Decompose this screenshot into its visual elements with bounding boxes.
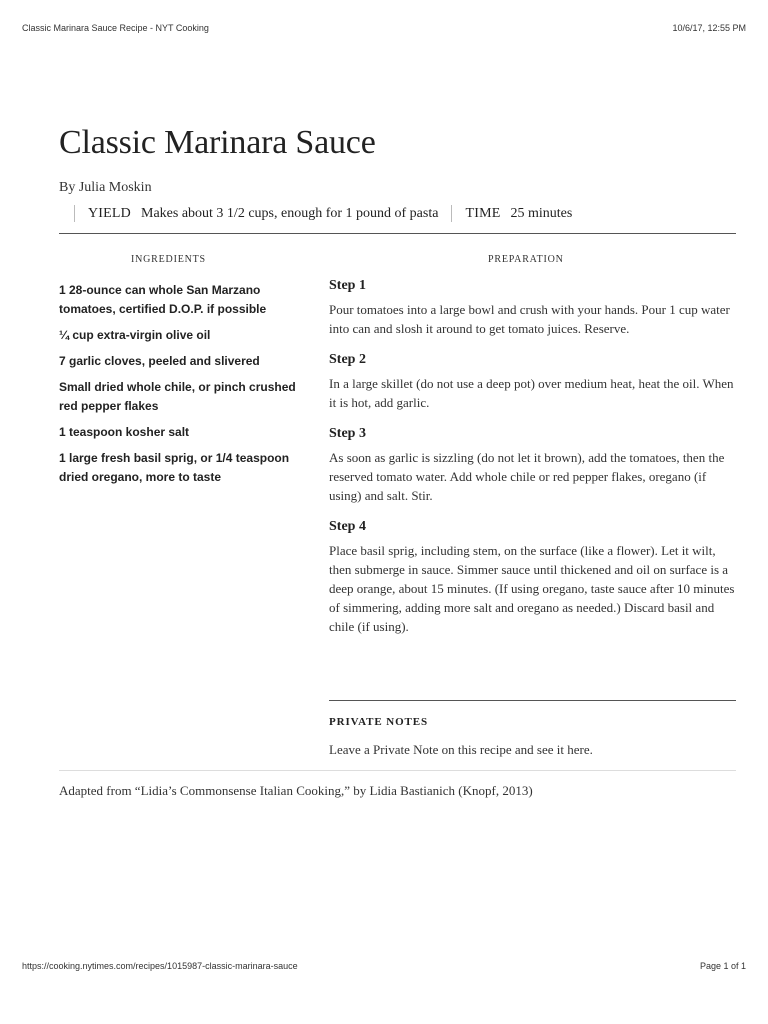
ingredient-item: 1 large fresh basil sprig, or 1/4 teaspoon dried oregano, more to taste: [59, 451, 290, 484]
recipe-byline: By Julia Moskin: [59, 180, 152, 195]
footer-divider: [59, 770, 736, 771]
adapted-source: Adapted from “Lidia’s Commonsense Italian Cooking,” by Lidia Bastianich (Knopf, 2013): [59, 783, 533, 798]
ingredient-item: 7 garlic cloves, peeled and slivered: [59, 354, 260, 368]
yield-value: Makes about 3 1/2 cups, enough for 1 pound of pasta: [141, 205, 439, 221]
step-text: Pour tomatoes into a large bowl and crush with your hands. Pour 1 cup water into can and slosh it around to get tomato juices. Reserve.: [329, 302, 730, 336]
stats-divider: [74, 205, 75, 222]
ingredient-item: Small dried whole chile, or pinch crushed red pepper flakes: [59, 380, 296, 413]
step-label: Step 2: [329, 352, 366, 367]
ingredients-heading: INGREDIENTS: [131, 254, 206, 265]
preparation-heading: PREPARATION: [488, 254, 564, 265]
print-url: https://cooking.nytimes.com/recipes/1015987-classic-marinara-sauce: [22, 961, 298, 971]
ingredients-list: [59, 281, 299, 494]
step-text: In a large skillet (do not use a deep pot) over medium heat, heat the oil. When it is hot, add garlic.: [329, 376, 734, 410]
step-text: Place basil sprig, including stem, on the surface (like a flower). Let it wilt, then submerge in sauce. Simmer sauce until thickened and oil on surface is a deep orange, about 15 minutes. (If using oregano, taste sauce after 10 minutes of simmering, adding more salt and oregano as needed.) Discard basil and chile (if using).: [329, 543, 735, 634]
step: [329, 352, 739, 412]
notes-divider: [329, 700, 736, 701]
print-page-number: Page 1 of 1: [699, 961, 746, 971]
print-footer: [22, 961, 746, 971]
step: [329, 426, 739, 505]
stats-divider: [451, 205, 452, 222]
step-label: Step 1: [329, 278, 366, 293]
recipe-title: Classic Marinara Sauce: [59, 124, 376, 161]
ingredient-item: 1 teaspoon kosher salt: [59, 425, 190, 439]
time-value: 25 minutes: [510, 205, 573, 221]
step-text: As soon as garlic is sizzling (do not let it brown), add the tomatoes, then the reserved tomato water. Add whole chile or red pepper flakes, oregano (if using) and salt. Stir.: [329, 450, 725, 503]
private-notes-text[interactable]: Leave a Private Note on this recipe and see it here.: [329, 742, 593, 757]
ingredient-item: ¼ cup extra-virgin olive oil: [59, 328, 211, 342]
time-label: TIME: [465, 205, 501, 221]
step-label: Step 3: [329, 426, 366, 441]
yield-label: YIELD: [88, 205, 131, 221]
recipe-stats: [74, 205, 572, 222]
print-page-title: Classic Marinara Sauce Recipe - NYT Cooking: [22, 23, 209, 33]
step-label: Step 4: [329, 519, 366, 534]
print-header: [22, 23, 746, 33]
print-datetime: 10/6/17, 12:55 PM: [672, 23, 746, 33]
ingredient-item: 1 28-ounce can whole San Marzano tomatoes, certified D.O.P. if possible: [59, 283, 267, 316]
header-divider: [59, 233, 736, 234]
private-notes-heading: PRIVATE NOTES: [329, 716, 429, 728]
step: [329, 278, 739, 338]
step: [329, 519, 739, 636]
preparation-steps: [329, 278, 739, 650]
